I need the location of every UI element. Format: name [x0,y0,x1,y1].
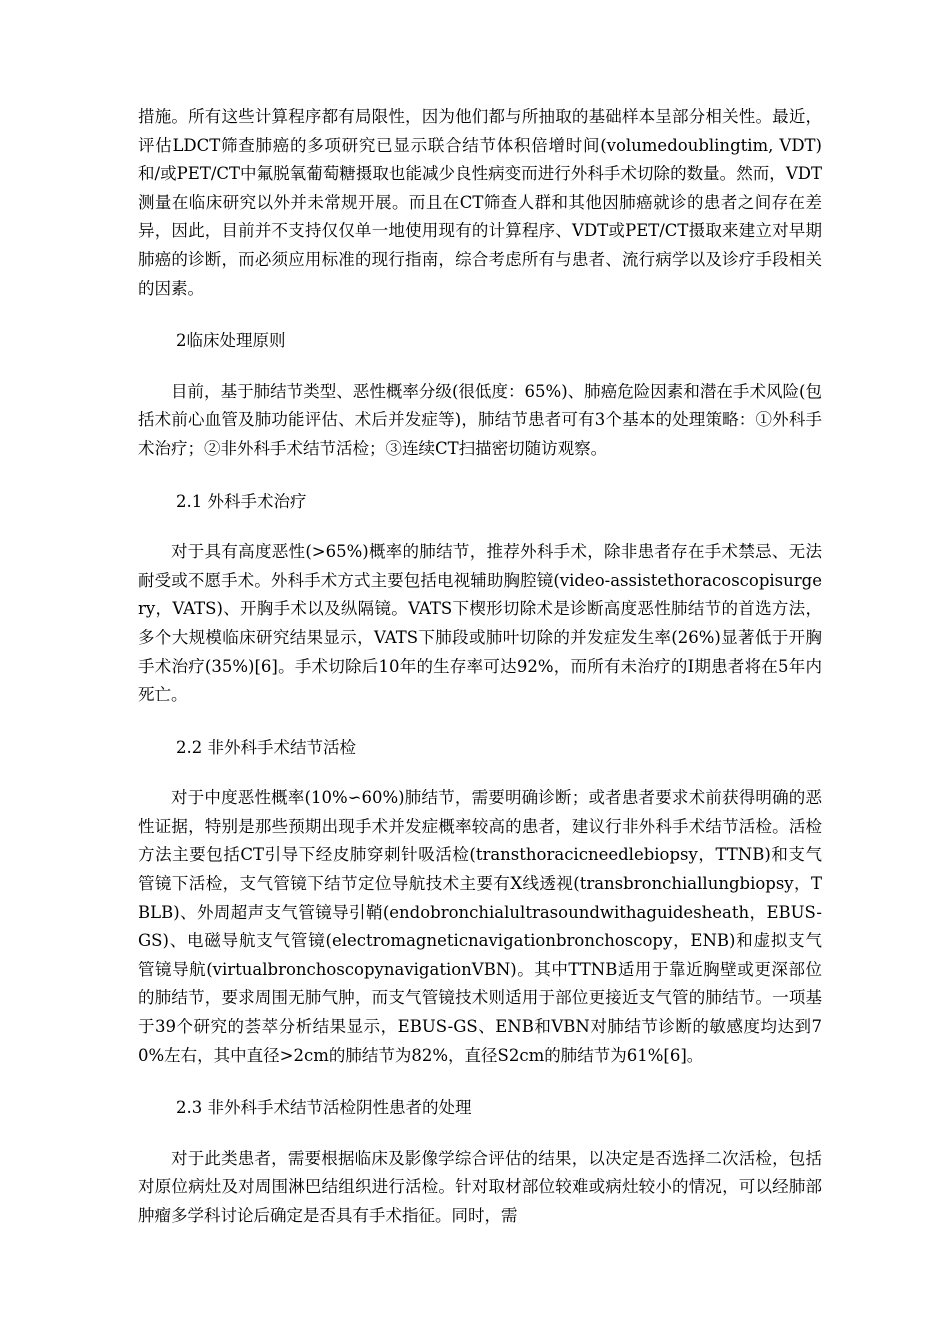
paragraph-surgical-treatment: 对于具有高度恶性(>65%)概率的肺结节，推荐外科手术，除非患者存在手术禁忌、无法耐受或不愿手术。外科手术方式主要包括电视辅助胸腔镜(video-assistethoracoscopisurgery，VATS)、开胸手术以及纵隔镜。VATS下楔形切除术是诊断高度恶性肺结节的首选方法，多个大规模临床研究结果显示，VATS下肺段或肺叶切除的并发症发生率(26%)显著低于开胸手术治疗(35%)[6]。手术切除后10年的生存率可达92%，而所有未治疗的Ⅰ期患者将在5年内死亡。 [138,542,822,705]
paragraph-negative-biopsy: 对于此类患者，需要根据临床及影像学综合评估的结果，以决定是否选择二次活检，包括对原位病灶及对周围淋巴结组织进行活检。针对取材部位较难或病灶较小的情况，可以经肺部肿瘤多学科讨论后确定是否具有手术指征。同时，需 [138,1148,822,1225]
paragraph-strategies: 目前，基于肺结节类型、恶性概率分级(很低度：65%)、肺癌危险因素和潜在手术风险(包括术前心血管及肺功能评估、术后并发症等)，肺结节患者可有3个基本的处理策略：①外科手术治疗；②非外科手术结节活检；③连续CT扫描密切随访观察。 [138,381,822,458]
document-page [138,103,822,1231]
paragraph-nonsurgical-biopsy: 对于中度恶性概率(10%∽60%)肺结节，需要明确诊断；或者患者要求术前获得明确的恶性证据，特别是那些预期出现手术并发症概率较高的患者，建议行非外科手术结节活检。活检方法主要包括CT引导下经皮肺穿刺针吸活检(transthoracicneedlebiopsy，TTNB)和支气管镜下活检，支气管镜下结节定位导航技术主要有X线透视(transbronchiallungbiopsy，TBLB)、外周超声支气管镜导引鞘(endobronchialultrasoundwithaguidesheath，EBUS-GS)、电磁导航支气管镜(electromagneticnavigationbronchoscopy，ENB)和虚拟支气管镜导航(virtualbronchoscopynavigationVBN)。其中TTNB适用于靠近胸壁或更深部位的肺结节，要求周围无肺气肿，而支气管镜技术则适用于部位更接近支气管的肺结节。一项基于39个研究的荟萃分析结果显示，EBUS-GS、ENB和VBN对肺结节诊断的敏感度均达到70%左右，其中直径>2cm的肺结节为82%，直径S2cm的肺结节为61%[6]。 [138,788,822,1065]
heading-negative-biopsy: 2.3 非外科手术结节活检阴性患者的处理 [176,1098,472,1118]
paragraph-intro: 措施。所有这些计算程序都有局限性，因为他们都与所抽取的基础样本呈部分相关性。最近，评估LDCT筛查肺癌的多项研究已显示联合结节体积倍增时间(volumedoublingtim, VDT)和/或PET/CT中氟脱氧葡萄糖摄取也能减少良性病变而进行外科手术切除的数量。然而，VDT测量在临床研究以外并未常规开展。而且在CT筛查人群和其他因肺癌就诊的患者之间存在差异，因此，目前并不支持仅仅单一地使用现有的计算程序、VDT或PET/CT摄取来建立对早期肺癌的诊断，而必须应用标准的现行指南，综合考虑所有与患者、流行病学以及诊疗手段相关的因素。 [138,107,822,298]
heading-clinical-principles: 2临床处理原则 [176,331,286,351]
heading-surgical-treatment: 2.1 外科手术治疗 [176,491,307,511]
heading-nonsurgical-biopsy: 2.2 非外科手术结节活检 [176,737,356,757]
